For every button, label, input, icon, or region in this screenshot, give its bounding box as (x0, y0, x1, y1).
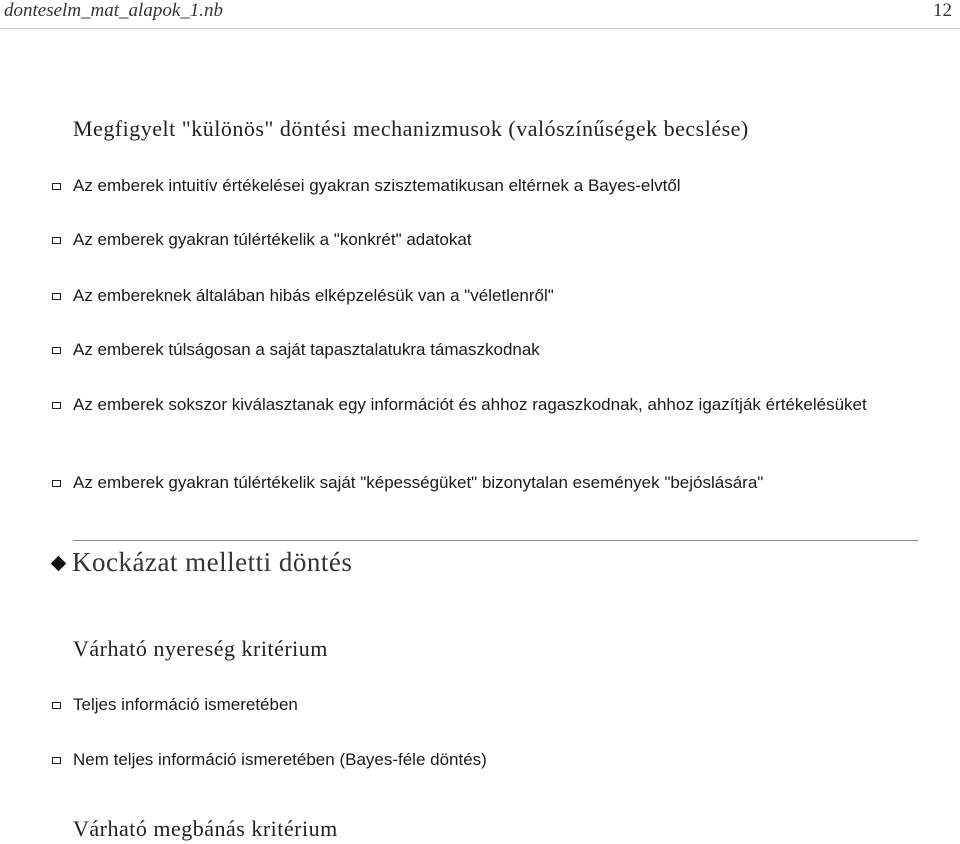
list-item-text: Az emberek intuitív értékelései gyakran szisztematikusan eltérnek a Bayes-elvtől (73, 176, 681, 195)
square-bullet-icon (52, 757, 61, 764)
page-number: 12 (933, 0, 952, 21)
section2-title-row (50, 547, 352, 578)
notebook-filename: donteselm_mat_alapok_1.nb (4, 0, 224, 21)
square-bullet-icon (52, 480, 61, 487)
list-item (52, 693, 920, 717)
square-bullet-icon (52, 347, 61, 354)
section-divider (73, 540, 918, 541)
list-item-text: Az emberek túlságosan a saját tapasztalatukra támaszkodnak (73, 340, 540, 359)
square-bullet-icon (52, 293, 61, 300)
list-item-text: Az emberek gyakran túlértékelik a "konkrét" adatokat (73, 230, 472, 249)
subsection-title: Várható megbánás kritérium (73, 816, 338, 841)
list-item (52, 284, 920, 308)
list-item (52, 228, 920, 252)
list-item (52, 174, 920, 198)
list-item-text: Teljes információ ismeretében (73, 695, 298, 714)
square-bullet-icon (52, 702, 61, 709)
list-item (52, 393, 920, 417)
list-item-text: Nem teljes információ ismeretében (Bayes-féle döntés) (73, 750, 487, 769)
square-bullet-icon (52, 183, 61, 190)
square-bullet-icon (52, 237, 61, 244)
list-item-text: Az embereknek általában hibás elképzelésük van a "véletlenről" (73, 286, 554, 305)
header-divider (0, 28, 960, 29)
subsection-title: Várható nyereség kritérium (73, 636, 328, 661)
list-item (52, 471, 920, 495)
list-item-text: Az emberek gyakran túlértékelik saját "képességüket" bizonytalan események "bejóslására" (73, 473, 764, 492)
square-bullet-icon (52, 402, 61, 409)
diamond-bullet-icon (51, 556, 67, 572)
section2-title: Kockázat melletti döntés (72, 547, 353, 577)
list-item (52, 748, 920, 772)
list-item (52, 338, 920, 362)
list-item-text: Az emberek sokszor kiválasztanak egy információt és ahhoz ragaszkodnak, ahhoz igazítják értékelésüket (73, 395, 867, 414)
section1-title: Megfigyelt "különös" döntési mechanizmusok (valószínűségek becslése) (73, 116, 749, 141)
